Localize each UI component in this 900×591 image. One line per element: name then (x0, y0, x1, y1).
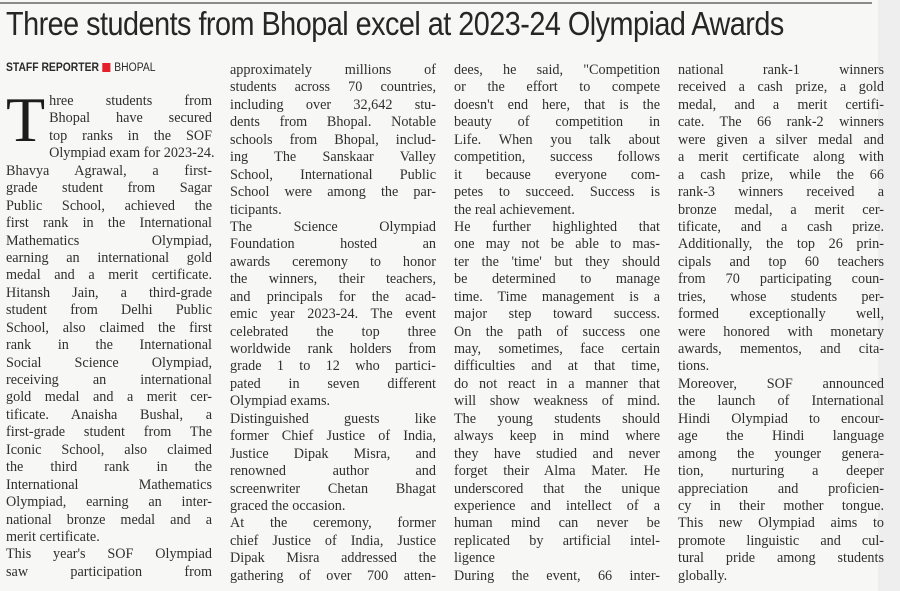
article-column-1 (6, 84, 215, 581)
text-line: Dipak Misra addressed the (230, 550, 436, 567)
text-line: tificate. Anaisha Bushal, a (6, 406, 212, 423)
text-line: Foundation hosted an (230, 236, 436, 253)
text-line: International Mathematics (6, 476, 212, 493)
text-line: always keep in mind where (454, 428, 660, 445)
text-line: Olympiad, earning an inter- (6, 494, 212, 511)
text-line: Public School, achieved the (6, 197, 212, 214)
text-line: He further highlighted that (454, 218, 660, 235)
article-column-2 (230, 62, 436, 585)
text-line: a merit certificate along with (678, 149, 884, 166)
text-line: renowned author and (230, 463, 436, 480)
text-line: gold medal and a merit cer- (6, 389, 212, 406)
article-column-4 (678, 62, 884, 585)
text-line: underscored that the unique (454, 480, 660, 497)
text-line: tries, whose students per- (678, 288, 884, 305)
text-line: doesn't end here, that is the (454, 96, 660, 113)
text-line: the real achievement. (454, 201, 575, 218)
text-line: Iconic School, also claimed (6, 441, 212, 458)
text-line: they have studied and never (454, 445, 660, 462)
text-line: were given a silver medal and (678, 131, 884, 148)
text-line: ligence (454, 550, 495, 567)
text-line: the launch of International (678, 393, 884, 410)
text-line: gathering of over 700 atten- (230, 567, 436, 584)
text-line: top ranks in the SOF (49, 127, 212, 144)
text-line: awards, mementos, and cita- (678, 341, 884, 357)
text-line: ter the 'time' but they should (454, 253, 660, 270)
text-line: This year's SOF Olympiad (6, 546, 212, 563)
byline-location: BHOPAL (114, 62, 156, 74)
text-line: age the Hindi language (678, 428, 884, 445)
text-line: earning an international gold (6, 249, 212, 266)
text-line: Social Science Olympiad, (6, 354, 212, 371)
text-line: students across 70 countries, (230, 79, 436, 96)
text-line: time. Time management is a (454, 288, 660, 305)
text-line: the winners, their teachers, (230, 271, 436, 288)
byline-reporter: STAFF REPORTER (6, 62, 99, 74)
text-line: grade 1 to 12 who partici- (230, 358, 436, 375)
text-line: it because everyone com- (454, 166, 660, 183)
text-line: The young students should (454, 410, 660, 427)
text-line: hree students from (49, 93, 212, 109)
text-line: approximately millions of (230, 62, 436, 78)
text-line: will show weakness of mind. (454, 393, 660, 410)
text-line: forget their Alma Mater. He (454, 463, 660, 480)
text-line: first rank in the International (6, 215, 212, 232)
text-line: received a cash prize, a gold (678, 79, 884, 96)
text-line: medal and a merit certificate. (6, 267, 212, 284)
text-line: student from Delhi Public (6, 302, 212, 319)
text-line: national rank-1 winners (678, 62, 884, 78)
text-line: formed exceptionally well, (678, 306, 884, 323)
top-rule (0, 2, 872, 4)
text-line: were honored with monetary (678, 323, 884, 340)
text-line: The Science Olympiad (230, 218, 436, 235)
text-line: Olympiad exam for 2023-24. (49, 145, 215, 162)
text-line: School, also claimed the first (6, 319, 212, 336)
red-square-icon (103, 63, 111, 72)
text-line: one may not be able to mas- (454, 236, 660, 253)
text-line: Moreover, SOF announced (678, 375, 884, 392)
text-line: national bronze medal and a (6, 511, 212, 528)
text-line: School, International Public (230, 166, 436, 183)
text-line: grade student from Sagar (6, 180, 212, 197)
text-line: worldwide rank holders from (230, 341, 436, 357)
article-column-3 (454, 62, 660, 585)
text-line: pated in seven different (230, 375, 436, 392)
text-line: ing The Sanskaar Valley (230, 149, 436, 166)
text-line: be determined to manage (454, 271, 660, 288)
text-line: Hindi Olympiad to encour- (678, 410, 884, 427)
text-line: including over 32,642 stu- (230, 96, 436, 113)
text-line: This new Olympiad aims to (678, 515, 884, 532)
text-line: cate. The 66 rank-2 winners (678, 114, 884, 131)
text-line: At the ceremony, former (230, 515, 436, 532)
text-line: appreciation and proficien- (678, 480, 884, 497)
text-line: among the younger genera- (678, 445, 884, 462)
text-line: major step toward success. (454, 306, 660, 323)
text-line: rank in the International (6, 337, 212, 354)
text-line: or the effort to compete (454, 79, 660, 96)
text-line: tion, nurturing a deeper (678, 463, 884, 480)
text-line: first-grade student from The (6, 424, 212, 441)
text-line: experience and intellect of a (454, 497, 660, 514)
text-line: screenwriter Chetan Bhagat (230, 480, 436, 497)
byline (6, 62, 155, 74)
text-line: On the path of success one (454, 323, 660, 340)
text-line: do not react in a manner that (454, 375, 660, 392)
text-line: dees, he said, "Competition (454, 62, 660, 78)
text-line: emic year 2023-24. The event (230, 306, 436, 323)
text-line: tural pride among students (678, 550, 884, 567)
text-line: ticipants. (230, 201, 282, 218)
text-line: Distinguished guests like (230, 410, 436, 427)
text-line: globally. (678, 567, 728, 584)
text-line: bronze medal, a merit cer- (678, 201, 884, 218)
text-line: competition, success follows (454, 149, 660, 166)
text-line: awards ceremony to honor (230, 253, 436, 270)
text-line: dents from Bhopal. Notable (230, 114, 436, 131)
text-line: Olympiad exams. (230, 393, 331, 410)
text-line: tificate, and a cash prize. (678, 218, 884, 235)
text-line: from 70 participating coun- (678, 271, 884, 288)
text-line: Life. When you talk about (454, 131, 660, 148)
text-line: celebrated the top three (230, 323, 436, 340)
text-line: and principals for the acad- (230, 288, 436, 305)
text-line: schools from Bhopal, includ- (230, 131, 436, 148)
text-line: cipals and top 60 teachers (678, 253, 884, 270)
text-line: cy in their mother tongue. (678, 497, 884, 514)
text-line: human mind can never be (454, 515, 660, 532)
text-line: School were among the par- (230, 184, 436, 201)
text-line: Bhopal have secured (49, 110, 212, 127)
text-line: tions. (678, 358, 710, 375)
text-line: merit certificate. (6, 528, 100, 545)
text-line: Bhavya Agrawal, a first- (6, 162, 212, 179)
column-body (6, 145, 215, 581)
text-line: rank-3 winners received a (678, 184, 884, 201)
text-line: medal, and a merit certifi- (678, 96, 884, 113)
drop-cap: T (6, 84, 46, 155)
text-line: chief Justice of India, Justice (230, 532, 436, 549)
headline: Three students from Bhopal excel at 2023-24 Olympiad Awards (6, 6, 784, 43)
text-line: former Chief Justice of India, (230, 428, 436, 445)
text-line: beauty of competition in (454, 114, 660, 131)
text-line: Hitansh Jain, a third-grade (6, 284, 212, 301)
text-line: a cash prize, while the 66 (678, 166, 884, 183)
text-line: petes to succeed. Success is (454, 184, 660, 201)
text-line: Additionally, the top 26 prin- (678, 236, 884, 253)
text-line: Mathematics Olympiad, (6, 232, 212, 249)
text-line: replicated by artificial intel- (454, 532, 660, 549)
text-line: difficulties and at that time, (454, 358, 660, 375)
text-line: saw participation from (6, 563, 212, 580)
text-line: receiving an international (6, 372, 212, 388)
text-line: Justice Dipak Misra, and (230, 445, 436, 462)
text-line: may, sometimes, face certain (454, 341, 660, 357)
text-line: During the event, 66 inter- (454, 567, 660, 584)
text-line: promote linguistic and cul- (678, 532, 884, 549)
text-line: the third rank in the (6, 459, 212, 476)
text-line: graced the occasion. (230, 497, 346, 514)
